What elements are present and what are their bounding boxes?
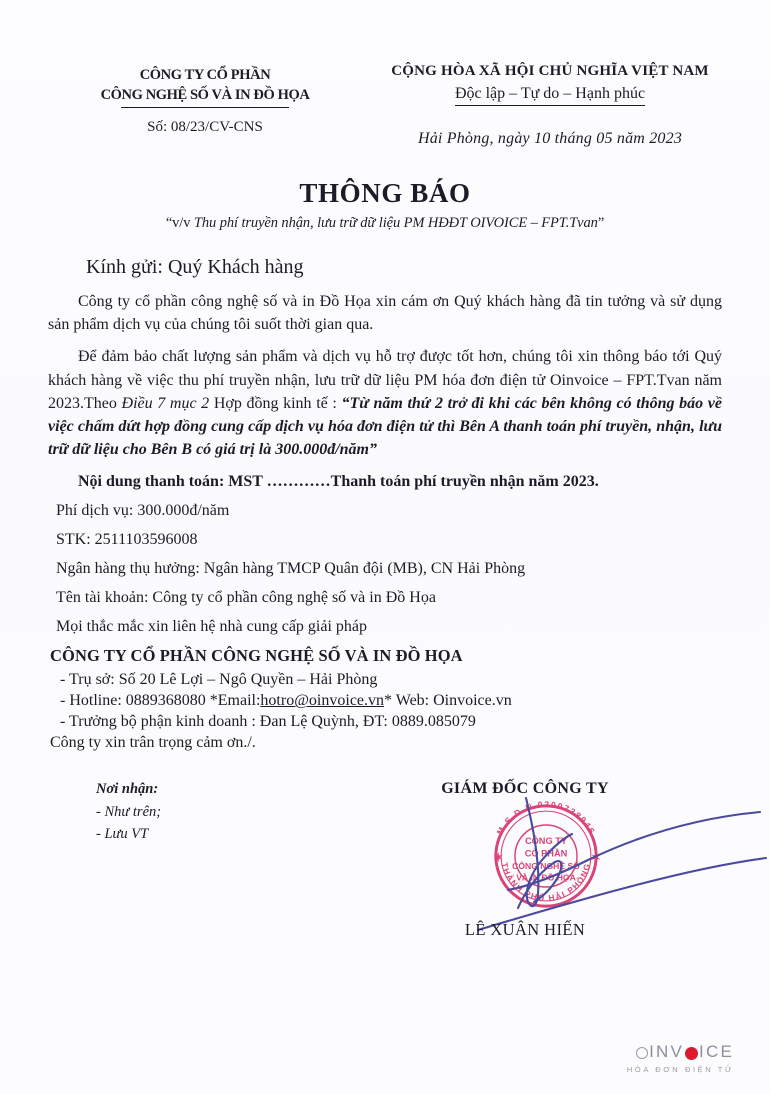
issuer-underline	[121, 107, 289, 108]
payment-content-note: Nội dung thanh toán: MST …………Thanh toán phí truyền nhận năm 2023.	[78, 473, 599, 491]
subtitle-prefix: “v/v	[165, 215, 194, 232]
logo-text-ice: ICE	[699, 1042, 734, 1061]
provider-contact	[48, 692, 722, 710]
signer-role: GIÁM ĐỐC CÔNG TY	[441, 780, 609, 798]
svg-text:✶: ✶	[590, 850, 601, 865]
contact-prefix: - Hotline: 0889368080 *Email:	[60, 692, 261, 710]
provider-address: - Trụ sở: Số 20 Lê Lợi – Ngô Quyền – Hải Phòng	[60, 671, 378, 689]
national-motto: Độc lập – Tự do – Hạnh phúc	[455, 83, 645, 107]
svg-text:CÔNG NGHỆ SỐ: CÔNG NGHỆ SỐ	[512, 861, 580, 872]
oinvoice-logo	[627, 1042, 734, 1074]
support-intro: Mọi thắc mắc xin liên hệ nhà cung cấp giải pháp	[56, 618, 368, 636]
signature-zone	[48, 778, 722, 978]
paragraph-two-part2: Hợp đồng kinh tế :	[209, 394, 342, 412]
paragraph-two-part1: Để đảm bảo chất lượng sản phẩm và dịch vụ hỗ trợ được tốt hơn, chúng tôi xin thông báo tới Quý khách hàng về việc thu phí truyền nhận, lưu trữ dữ liệu PM hóa đơn điện tử Oinvoice – FPT.Tvan năm 2023.Theo	[48, 348, 722, 412]
company-seal-stamp	[480, 790, 612, 922]
recipients-item-1: - Như trên;	[96, 803, 162, 820]
page-subtitle	[0, 215, 770, 232]
subtitle-suffix: ”	[597, 215, 605, 232]
issuer-name-line2: CÔNG NGHỆ SỐ VÀ IN ĐỒ HỌA	[100, 86, 310, 103]
document-header	[0, 0, 770, 148]
logo-red-dot-icon	[685, 1047, 698, 1060]
paragraph-two	[48, 345, 722, 461]
paragraph-one: Công ty cổ phần công nghệ số và in Đồ Họa xin cám ơn Quý khách hàng đã tin tưởng và sử dụng sản phẩm dịch vụ của chúng tôi suốt thời gian qua.	[48, 293, 722, 334]
title-block	[0, 178, 770, 232]
service-fee: Phí dịch vụ: 300.000đ/năm	[56, 502, 230, 520]
logo-text-inv: INV	[649, 1042, 685, 1061]
page-title: THÔNG BÁO	[299, 178, 471, 209]
contract-article-ref: Điều 7 mục 2	[121, 394, 210, 412]
account-holder-name: Tên tài khoản: Công ty cổ phần công nghệ số và in Đồ Họa	[56, 589, 436, 607]
recipients-item-2: - Lưu VT	[96, 826, 149, 843]
salutation: Kính gửi: Quý Khách hàng	[86, 256, 304, 279]
sales-manager-contact: - Trưởng bộ phận kinh doanh : Đan Lệ Quỳnh, ĐT: 0889.085079	[60, 713, 476, 731]
national-heading-block	[370, 58, 730, 148]
logo-o-ring-icon	[636, 1047, 648, 1059]
signer-name: LÊ XUÂN HIẾN	[464, 920, 586, 940]
contact-email-link[interactable]: hotro@oinvoice.vn	[260, 692, 385, 710]
subtitle-body: Thu phí truyền nhận, lưu trữ dữ liệu PM HĐĐT OIVOICE – FPT.Tvan	[193, 215, 598, 232]
place-and-date: Hải Phòng, ngày 10 tháng 05 năm 2023	[417, 130, 683, 148]
closing-thanks: Công ty xin trân trọng cảm ơn./.	[50, 734, 256, 752]
logo-wordmark	[627, 1042, 734, 1062]
provider-company-name: CÔNG TY CỔ PHẦN CÔNG NGHỆ SỐ VÀ IN ĐỒ HỌA	[50, 646, 463, 666]
issuer-block	[40, 58, 370, 148]
document-body	[0, 256, 770, 978]
logo-tagline: HÓA ĐƠN ĐIỆN TỬ	[626, 1065, 734, 1074]
svg-text:THÀNH PHỐ HẢI PHÒNG: THÀNH PHỐ HẢI PHÒNG	[499, 862, 593, 904]
contact-suffix: * Web: Oinvoice.vn	[384, 692, 512, 710]
beneficiary-bank: Ngân hàng thụ hưởng: Ngân hàng TMCP Quân đội (MB), CN Hải Phòng	[56, 560, 526, 578]
issuer-name-line1: CÔNG TY CỔ PHẦN	[139, 67, 271, 83]
document-number: Số: 08/23/CV-CNS	[147, 119, 263, 136]
svg-text:✶: ✶	[493, 850, 504, 865]
svg-text:CÔNG TY: CÔNG TY	[524, 836, 568, 847]
svg-text:M.S.D.N 0200738946: M.S.D.N 0200738946	[494, 799, 598, 837]
national-title: CỘNG HÒA XÃ HỘI CHỦ NGHĨA VIỆT NAM	[391, 63, 709, 79]
contract-quote: “Từ năm thứ 2 trở đi khi các bên không có thông báo về việc chấm dứt hợp đồng cung cấp dịch vụ hóa đơn điện tử thì Bên A thanh toán phí truyền, nhận, lưu trữ dữ liệu cho Bên B có giá trị là 300.000đ/năm”	[48, 394, 722, 459]
svg-text:CỔ PHẦN: CỔ PHẦN	[524, 849, 568, 860]
svg-text:VÀ IN ĐỒ HỌA: VÀ IN ĐỒ HỌA	[516, 872, 576, 883]
recipients-block	[96, 778, 161, 845]
bank-account-number: STK: 2511103596008	[56, 531, 198, 549]
recipients-title: Nơi nhận:	[96, 781, 159, 798]
